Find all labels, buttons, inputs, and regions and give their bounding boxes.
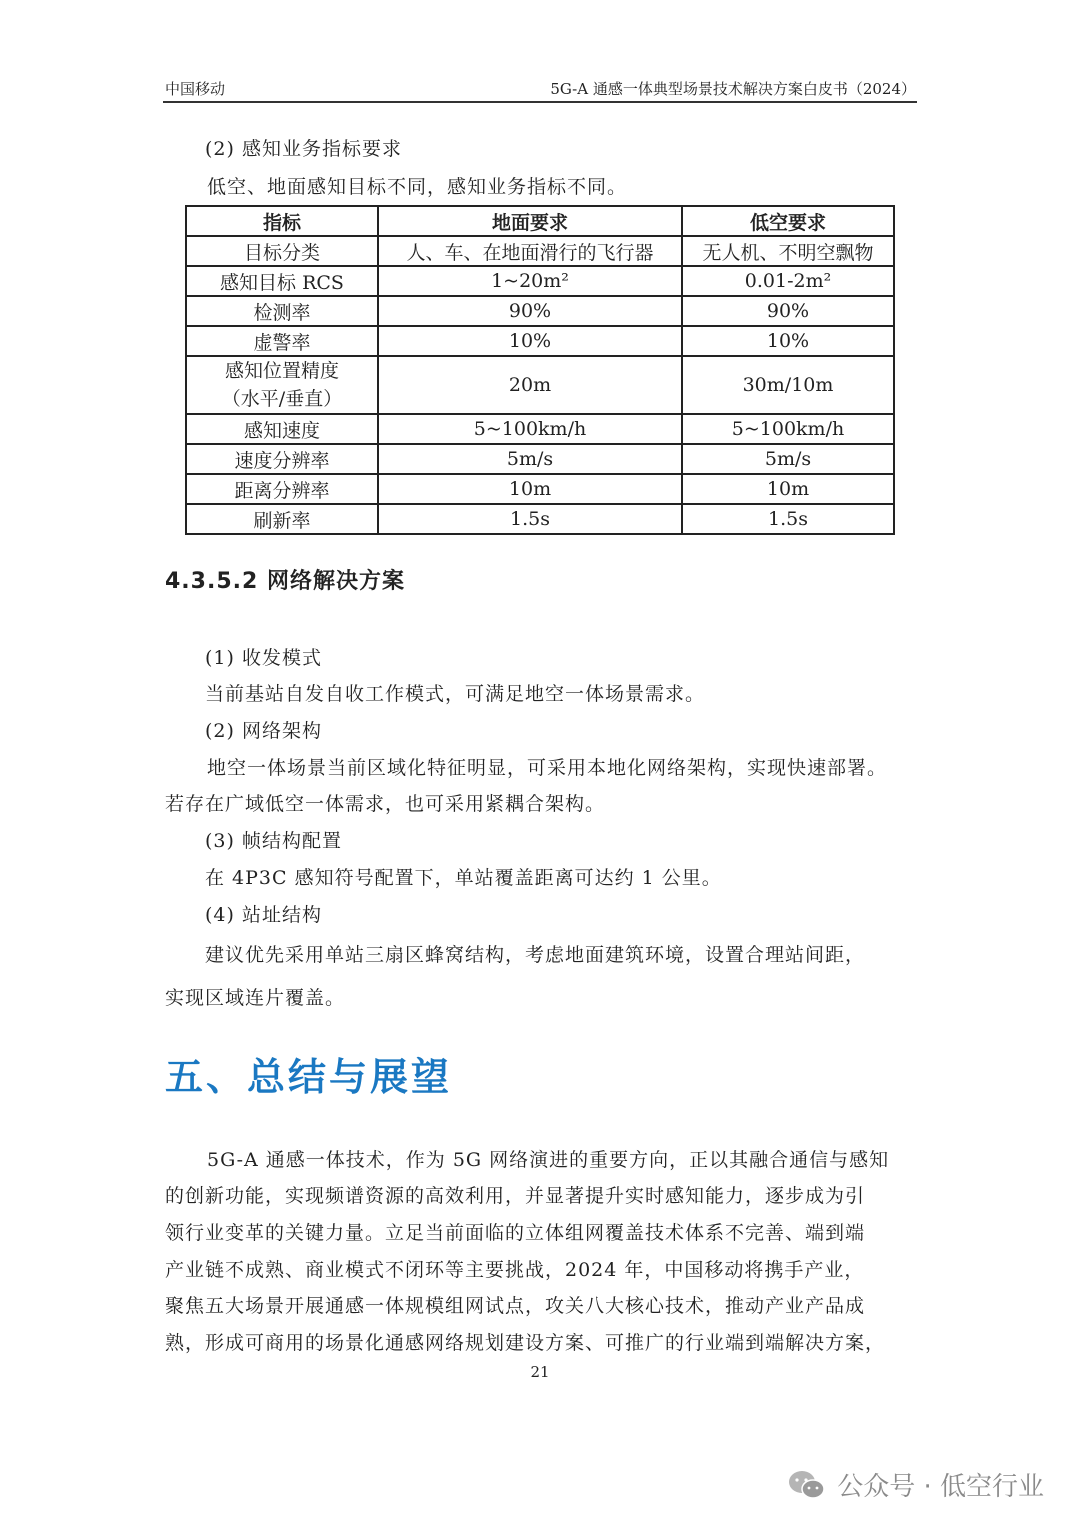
table-cell: 10%: [378, 326, 682, 356]
item-text: 实现区域连片覆盖。: [165, 987, 346, 1009]
summary-line: 的创新功能，实现频谱资源的高效利用，并显著提升实时感知能力，逐步成为引: [165, 1185, 866, 1207]
table-row: [186, 296, 894, 326]
table-header-cell: 地面要求: [378, 206, 682, 236]
table-cell: 刷新率: [186, 504, 378, 534]
table-cell: 1~20m²: [378, 266, 682, 296]
table-header-cell: 低空要求: [682, 206, 894, 236]
item-text: 若存在广域低空一体需求，也可采用紧耦合架构。: [165, 793, 606, 815]
watermark-text: 公众号 · 低空行业: [837, 1472, 1044, 1502]
summary-line: 5G-A 通感一体技术，作为 5G 网络演进的重要方向，正以其融合通信与感知: [207, 1149, 890, 1171]
table-cell: 10m: [378, 474, 682, 504]
table-cell: 5~100km/h: [682, 414, 894, 444]
table-cell: 5m/s: [378, 444, 682, 474]
table-cell: 距离分辨率: [186, 474, 378, 504]
table-cell-line: （水平/垂直）: [221, 388, 343, 410]
table-row: [186, 326, 894, 356]
subsection-title: (2) 感知业务指标要求: [205, 138, 402, 160]
table-cell: 1.5s: [378, 504, 682, 534]
table-cell: 5m/s: [682, 444, 894, 474]
header-divider: [163, 101, 917, 103]
table-cell: [186, 356, 378, 414]
item-title: (1) 收发模式: [205, 647, 322, 669]
table-cell: 虚警率: [186, 326, 378, 356]
item-title: (2) 网络架构: [205, 720, 322, 742]
table-header-row: [186, 206, 894, 236]
summary-line: 产业链不成熟、商业模式不闭环等主要挑战，2024 年，中国移动将携手产业，: [165, 1259, 865, 1281]
table-cell: 20m: [378, 356, 682, 414]
table-cell: 90%: [378, 296, 682, 326]
item-text: 在 4P3C 感知符号配置下，单站覆盖距离可达约 1 公里。: [205, 867, 722, 889]
header-org: 中国移动: [165, 80, 226, 98]
item-title: (4) 站址结构: [205, 904, 322, 926]
table-row: [186, 474, 894, 504]
table-cell: 10%: [682, 326, 894, 356]
table-cell: 检测率: [186, 296, 378, 326]
table-cell: 无人机、不明空飘物: [682, 236, 894, 266]
watermark: [787, 1466, 1044, 1503]
table-row: [186, 356, 894, 414]
table-cell: 5~100km/h: [378, 414, 682, 444]
wechat-icon: [787, 1469, 827, 1501]
table-row: [186, 266, 894, 296]
table-cell: 感知目标 RCS: [186, 266, 378, 296]
section-heading: 4.3.5.2 网络解决方案: [165, 569, 405, 594]
item-text: 当前基站自发自收工作模式，可满足地空一体场景需求。: [205, 683, 706, 705]
page-number: 21: [530, 1363, 550, 1381]
table-header-cell: 指标: [186, 206, 378, 236]
table-cell: 90%: [682, 296, 894, 326]
intro-paragraph: 低空、地面感知目标不同，感知业务指标不同。: [207, 176, 628, 198]
table-cell-line: 感知位置精度: [224, 360, 339, 382]
summary-line: 领行业变革的关键力量。立足当前面临的立体组网覆盖技术体系不完善、端到端: [165, 1222, 866, 1244]
item-text: 建议优先采用单站三扇区蜂窝结构，考虑地面建筑环境，设置合理站间距，: [205, 944, 866, 966]
table-cell: 1.5s: [682, 504, 894, 534]
table-cell: 人、车、在地面滑行的飞行器: [378, 236, 682, 266]
table-cell: 速度分辨率: [186, 444, 378, 474]
summary-line: 聚焦五大场景开展通感一体规模组网试点，攻关八大核心技术，推动产业产品成: [165, 1295, 866, 1317]
table-cell: 0.01-2m²: [682, 266, 894, 296]
table-row: [186, 236, 894, 266]
metrics-table: [185, 205, 895, 535]
chapter-title: 五、总结与展望: [165, 1055, 453, 1099]
item-text: 地空一体场景当前区域化特征明显，可采用本地化网络架构，实现快速部署。: [207, 757, 888, 779]
table-cell: 10m: [682, 474, 894, 504]
item-title: (3) 帧结构配置: [205, 830, 342, 852]
table-row: [186, 444, 894, 474]
summary-line: 熟，形成可商用的场景化通感网络规划建设方案、可推广的行业端到端解决方案，: [165, 1332, 886, 1354]
table-row: [186, 414, 894, 444]
table-cell: 30m/10m: [682, 356, 894, 414]
header-title: 5G-A 通感一体典型场景技术解决方案白皮书（2024）: [550, 80, 916, 98]
table-cell: 感知速度: [186, 414, 378, 444]
table-row: [186, 504, 894, 534]
table-cell: 目标分类: [186, 236, 378, 266]
